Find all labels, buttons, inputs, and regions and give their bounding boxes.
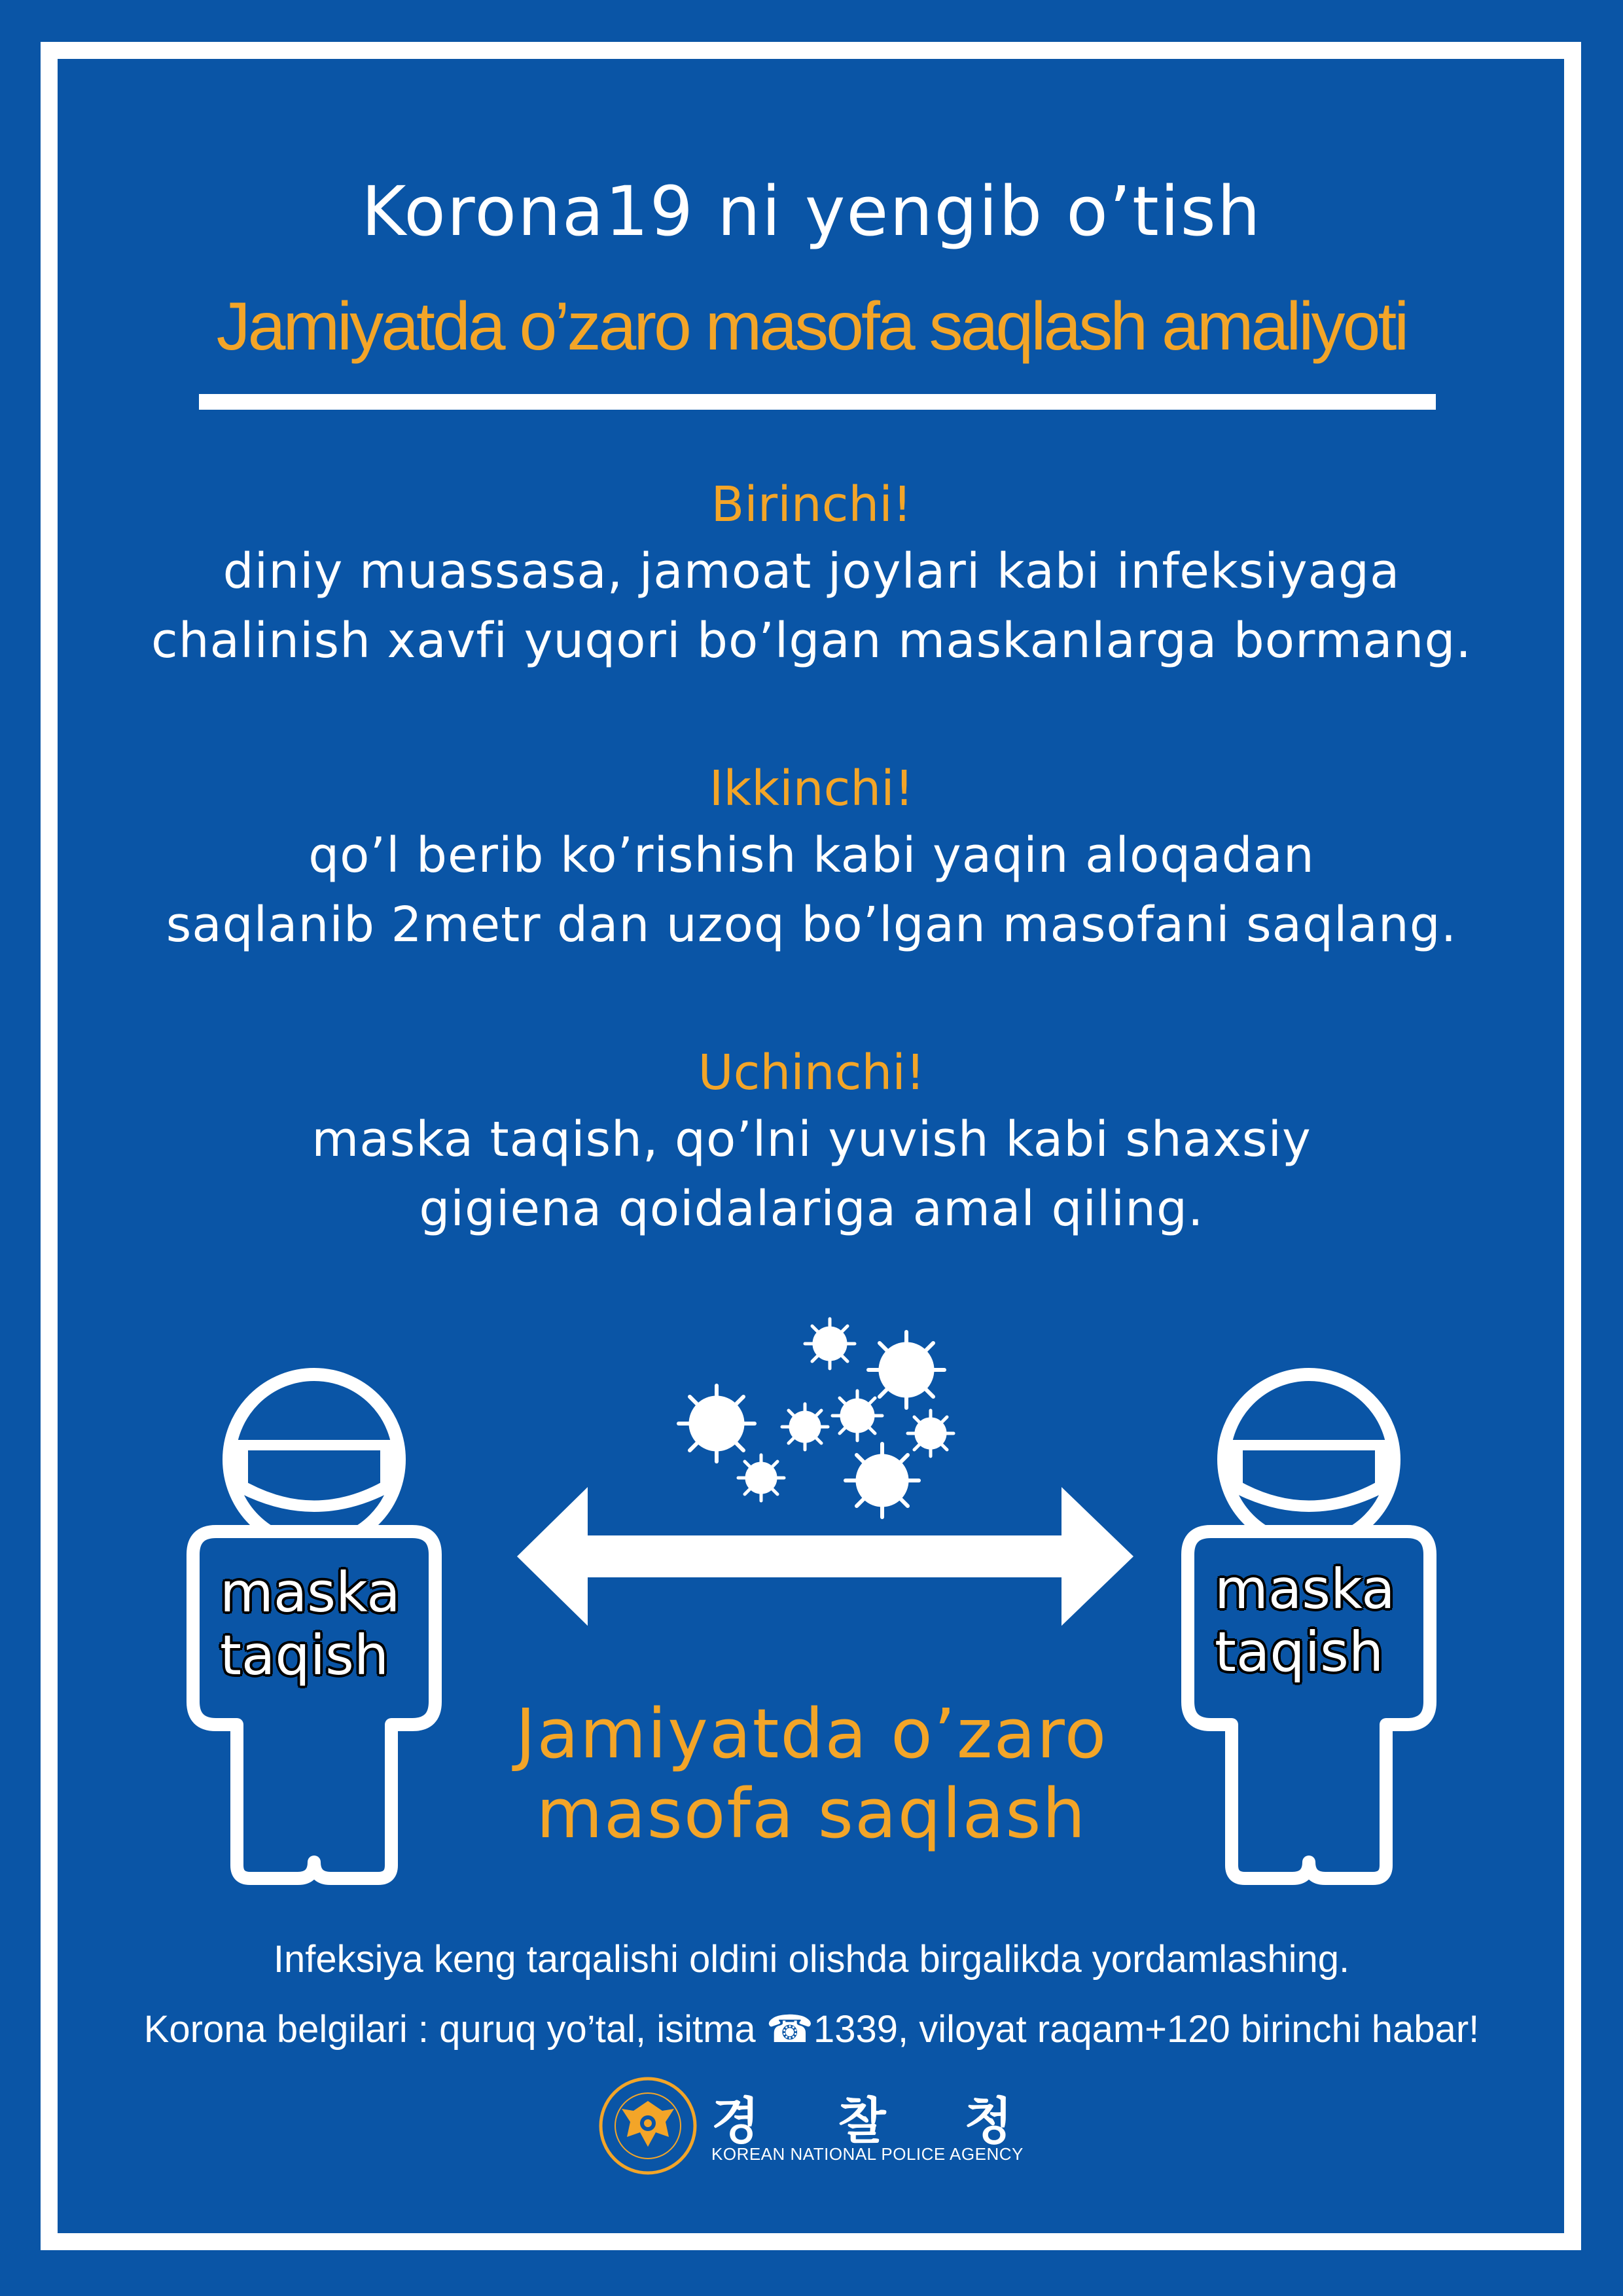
- poster-subtitle: Jamiyatda o’zaro masofa saqlash amaliyoti: [216, 289, 1407, 365]
- right-person-label: [1215, 1558, 1395, 1683]
- rule-2-line-2: saqlanib 2metr dan uzoq bo’lgan masofani saqlang.: [166, 897, 1457, 953]
- distance-arrow-icon: [517, 1487, 1133, 1626]
- left-person-label: [220, 1561, 401, 1687]
- logo-korean-text: [711, 2081, 1012, 2153]
- logo-korean-char-1: 경: [711, 2092, 760, 2150]
- distance-label-line-2: masofa saqlash: [536, 1774, 1087, 1854]
- police-agency-logo: [597, 2075, 1055, 2173]
- rule-1-line-1: diniy muassasa, jamoat joylari kabi infeksiyaga: [223, 543, 1400, 600]
- police-emblem-icon: [597, 2075, 702, 2179]
- rule-3-heading: Uchinchi!: [698, 1045, 925, 1101]
- rule-3-line-1: maska taqish, qo’lni yuvish kabi shaxsiy: [312, 1111, 1311, 1168]
- rule-1-heading: Birinchi!: [711, 476, 912, 533]
- left-person-label-line-1: maska: [220, 1560, 401, 1624]
- poster-title: Korona19 ni yengib o’tish: [361, 171, 1262, 251]
- distance-label: [0, 1694, 1623, 1854]
- virus-icon: [679, 1319, 954, 1517]
- rule-2-heading: Ikkinchi!: [709, 761, 914, 817]
- rule-2-line-1: qo’l berib ko’rishish kabi yaqin aloqadan: [308, 827, 1315, 884]
- rule-1-line-2: chalinish xavfi yuqori bo’lgan maskanlarga bormang.: [151, 613, 1472, 669]
- right-person-label-line-1: maska: [1215, 1557, 1395, 1621]
- logo-english-text: KOREAN NATIONAL POLICE AGENCY: [711, 2144, 1024, 2164]
- rule-3-line-2: gigiena qoidalariga amal qiling.: [419, 1181, 1204, 1237]
- logo-korean-char-3: 청: [964, 2092, 1012, 2150]
- footer-line-1: Infeksiya keng tarqalishi oldini olishda birgalikda yordamlashing.: [273, 1938, 1350, 1981]
- right-person-label-line-2: taqish: [1215, 1620, 1384, 1684]
- logo-korean-char-2: 찰: [838, 2092, 886, 2150]
- footer-line-2: Korona belgilari : quruq yo’tal, isitma ☎1339, viloyat raqam+120 birinchi habar!: [143, 2008, 1480, 2051]
- left-person-label-line-2: taqish: [220, 1623, 389, 1687]
- distance-label-line-1: Jamiyatda o’zaro: [515, 1694, 1108, 1774]
